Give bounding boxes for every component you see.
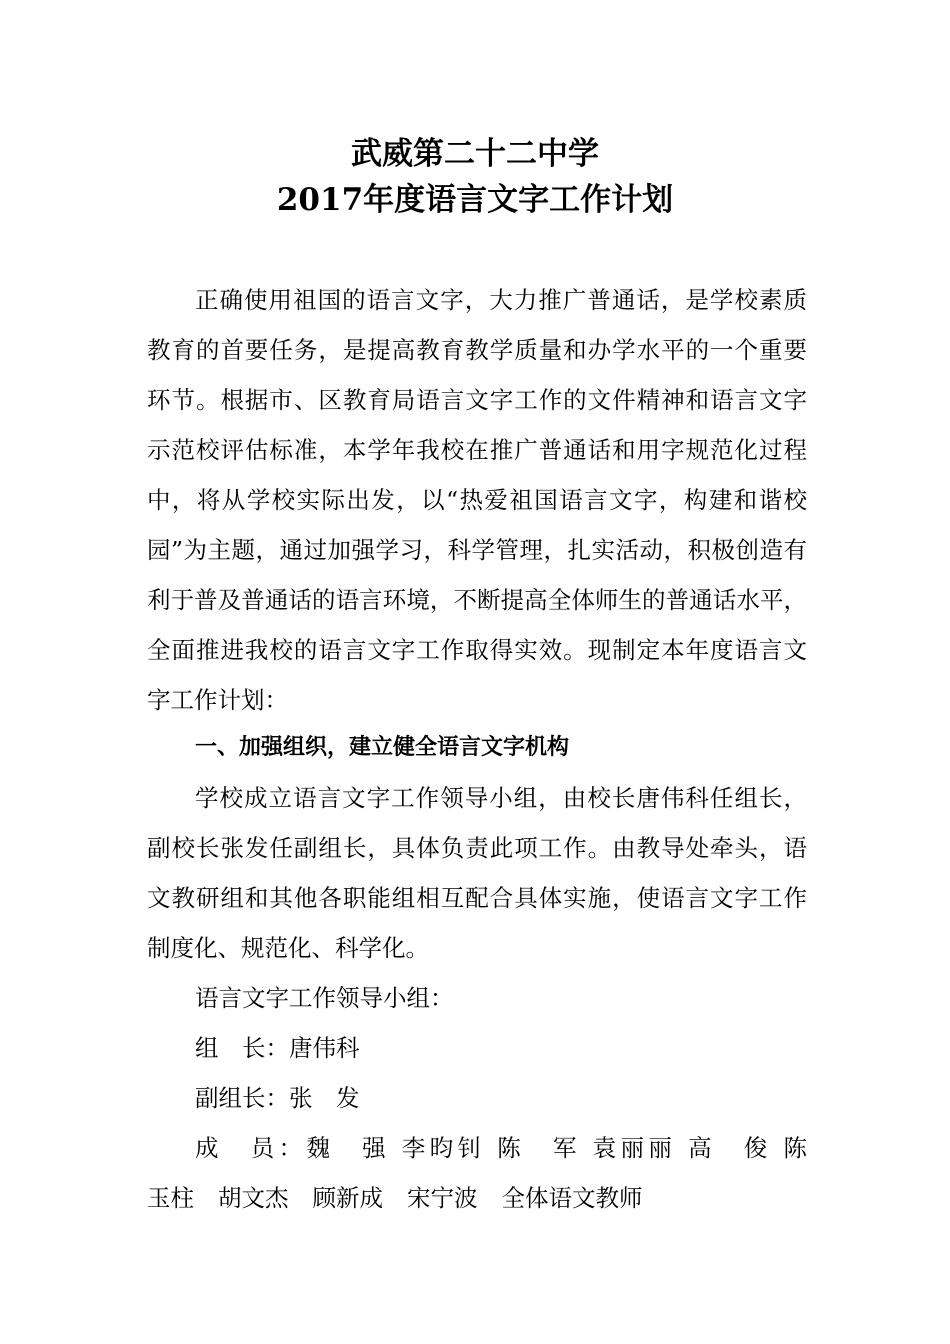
member-name: 魏 强 (306, 1134, 391, 1162)
deputy-name: 张 发 (289, 1084, 360, 1112)
members-label: 成 员： (195, 1134, 307, 1162)
leadership-group-title: 语言文字工作领导小组： (195, 984, 454, 1012)
member-name: 全体语文教师 (501, 1184, 643, 1212)
intro-line-4: 示范校评估标准，本学年我校在推广普通话和用字规范化过程 (147, 436, 807, 464)
member-name-part: 玉柱 (147, 1184, 194, 1212)
section-1-line-3: 文教研组和其他各职能组相互配合具体实施，使语言文字工作 (147, 884, 807, 912)
intro-line-6: 园”为主题，通过加强学习，科学管理，扎实活动，积极创造有 (147, 536, 807, 564)
leader-row (195, 1033, 360, 1063)
member-name: 顾新成 (312, 1184, 383, 1212)
deputy-row (195, 1083, 360, 1113)
intro-line-3: 环节。根据市、区教育局语言文字工作的文件精神和语言文字 (147, 386, 807, 414)
section-1-line-2: 副校长张发任副组长，具体负责此项工作。由教导处牵头，语 (147, 834, 807, 862)
member-name: 高 俊 (688, 1134, 772, 1162)
member-name: 李昀钊 (401, 1134, 486, 1162)
leader-label: 组 长： (195, 1034, 289, 1062)
section-1-heading: 一、加强组织，建立健全语言文字机构 (195, 735, 570, 760)
intro-line-5: 中，将从学校实际出发，以“热爱祖国语言文字，构建和谐校 (147, 486, 807, 514)
member-name: 袁丽丽 (592, 1134, 677, 1162)
leader-name: 唐伟科 (289, 1034, 360, 1062)
intro-line-1: 正确使用祖国的语言文字，大力推广普通话，是学校素质 (195, 286, 807, 314)
member-name: 陈 军 (497, 1134, 581, 1162)
members-row-2 (147, 1183, 807, 1213)
intro-line-8: 全面推进我校的语言文字工作取得实效。现制定本年度语言文 (147, 636, 807, 664)
member-name: 宋宁波 (407, 1184, 478, 1212)
member-name: 胡文杰 (218, 1184, 289, 1212)
deputy-label: 副组长： (195, 1084, 289, 1112)
member-name-part: 陈 (783, 1134, 807, 1162)
document-title-plan: 2017年度语言文字工作计划 (276, 182, 674, 218)
section-1-line-4: 制度化、规范化、科学化。 (147, 934, 429, 962)
intro-line-2: 教育的首要任务，是提高教育教学质量和办学水平的一个重要 (147, 336, 807, 364)
intro-line-9: 字工作计划： (147, 686, 288, 714)
members-row-1 (195, 1133, 807, 1163)
intro-line-7: 利于普及普通话的语言环境，不断提高全体师生的普通话水平， (147, 586, 807, 614)
document-title-school: 武威第二十二中学 (351, 136, 599, 172)
section-1-line-1: 学校成立语言文字工作领导小组，由校长唐伟科任组长， (195, 784, 807, 812)
